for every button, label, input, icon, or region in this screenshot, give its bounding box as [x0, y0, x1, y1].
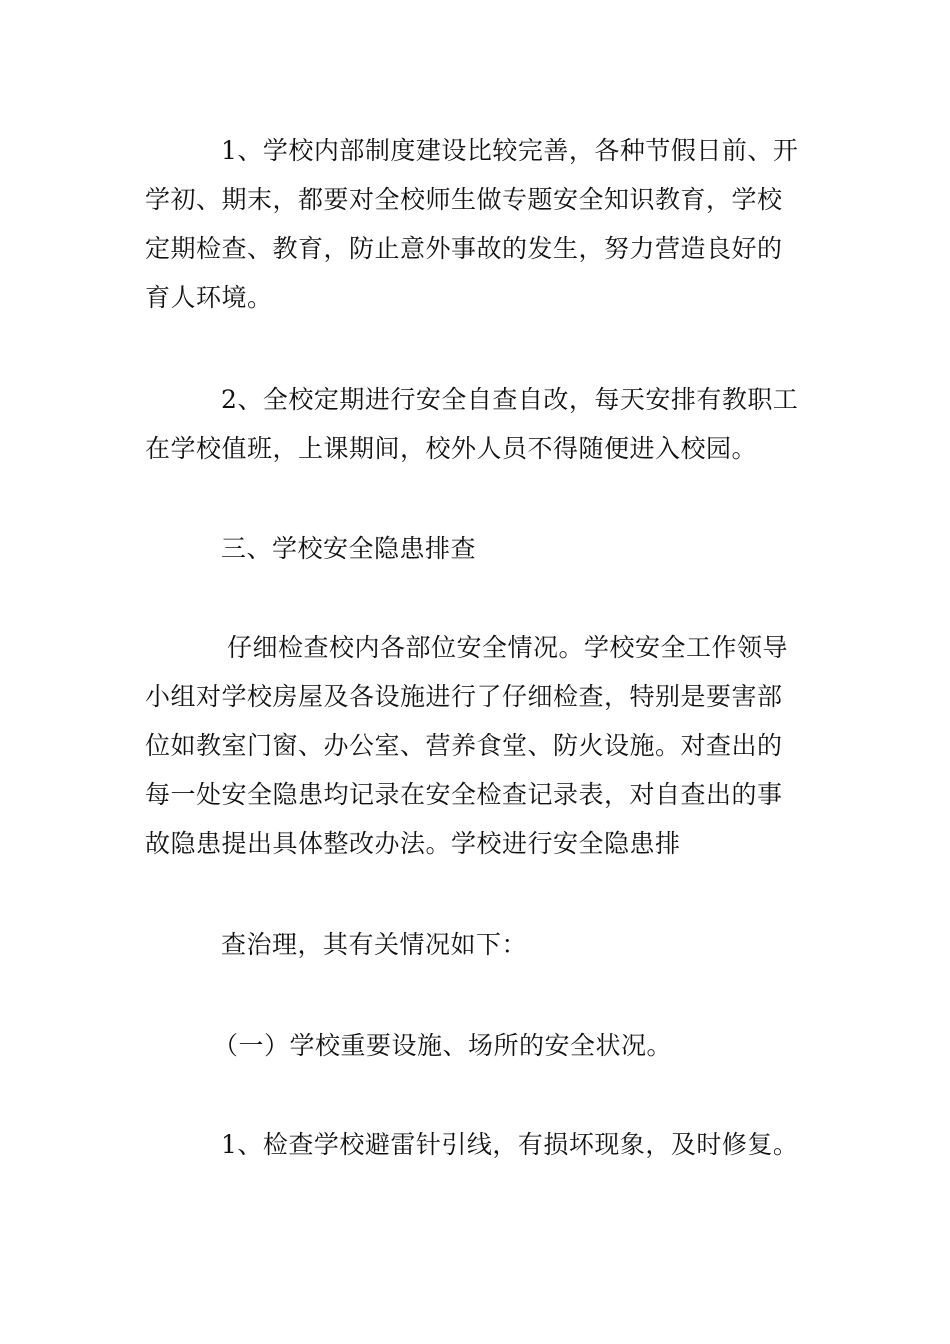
- section-heading-hazard-check: [145, 524, 810, 573]
- paragraph-line: 定期检查、教育，防止意外事故的发生，努力营造良好的: [145, 234, 783, 263]
- paragraph-line: 2、全校定期进行安全自查自改，每天安排有教职工: [221, 385, 799, 414]
- paragraph-line: 育人环境。: [145, 283, 273, 312]
- paragraph-line: 小组对学校房屋及各设施进行了仔细检查，特别是要害部: [145, 682, 783, 711]
- paragraph-line: 1、检查学校避雷针引线，有损坏现象，及时修复。: [221, 1130, 799, 1159]
- paragraph-line: 位如教室门窗、办公室、营养食堂、防火设施。对查出的: [145, 731, 783, 760]
- paragraph-line: 查治理，其有关情况如下：: [221, 930, 528, 959]
- paragraph-line: 仔细检查校内各部位安全情况。学校安全工作领导: [227, 633, 789, 662]
- paragraph-line: 每一处安全隐患均记录在安全检查记录表，对自查出的事: [145, 780, 783, 809]
- paragraph-school-rules: [145, 126, 810, 322]
- paragraph-self-inspection: [145, 375, 810, 473]
- paragraph-situation-intro: [145, 920, 810, 969]
- subsection-heading-facilities: [145, 1021, 810, 1070]
- paragraph-line: 在学校值班，上课期间，校外人员不得随便进入校园。: [145, 434, 758, 463]
- paragraph-line: 故隐患提出具体整改办法。学校进行安全隐患排: [145, 829, 681, 858]
- paragraph-line: 1、学校内部制度建设比较完善，各种节假日前、开: [221, 136, 799, 165]
- paragraph-detailed-inspection: [145, 623, 810, 868]
- section-heading: 三、学校安全隐患排查: [221, 534, 477, 563]
- paragraph-line: 学初、期末，都要对全校师生做专题安全知识教育，学校: [145, 185, 783, 214]
- paragraph-lightning-rod: [145, 1120, 810, 1169]
- subsection-heading: （一）学校重要设施、场所的安全状况。: [213, 1031, 673, 1060]
